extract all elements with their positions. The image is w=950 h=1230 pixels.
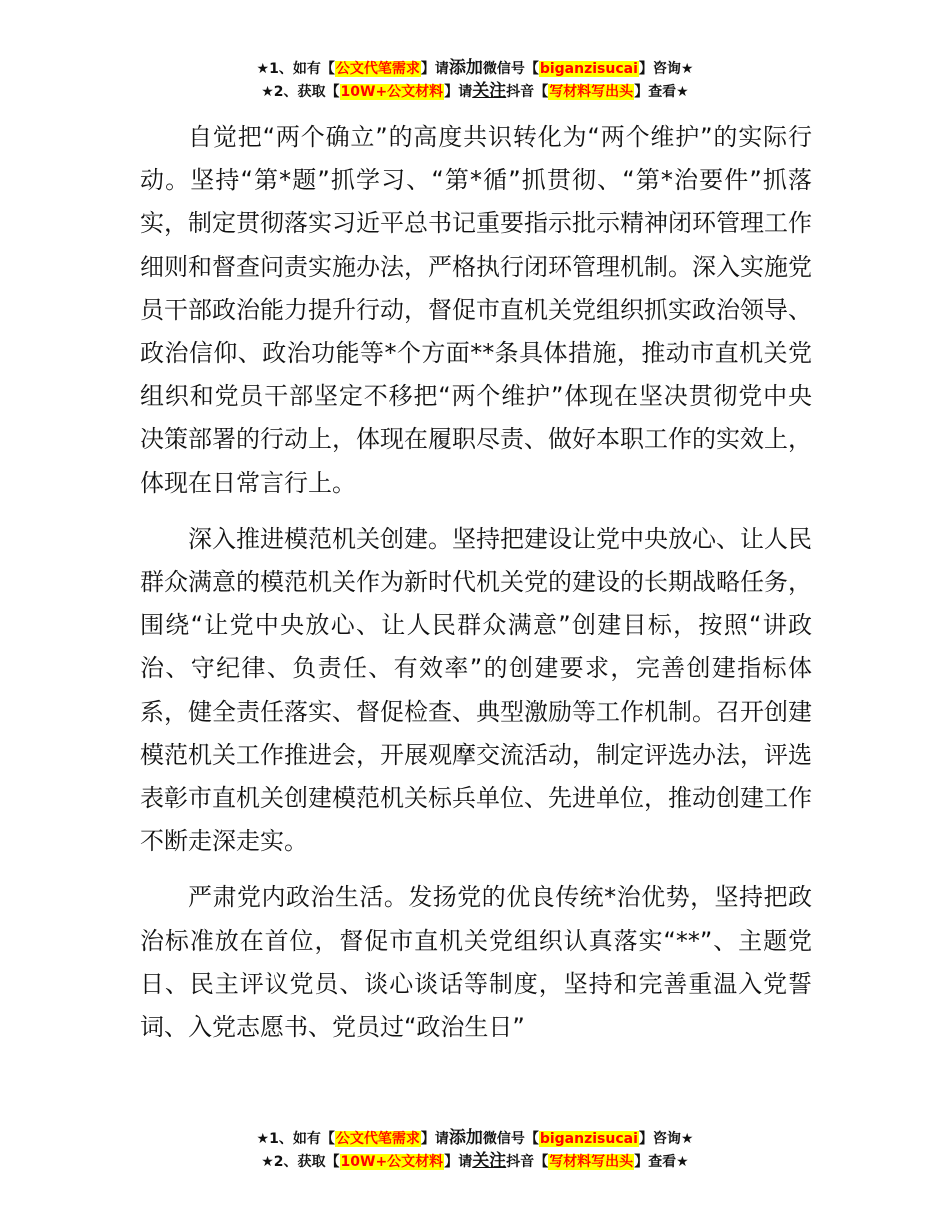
bracket-open: 【 — [325, 1154, 340, 1170]
bottom-banner — [0, 1127, 950, 1173]
banner-line-2-text-b: 抖音 — [506, 84, 535, 100]
banner-line-2-suffix: 查看★ — [648, 84, 689, 100]
highlight-materials: 10W+公文材料 — [340, 1154, 444, 1170]
banner-line-2-suffix: 查看★ — [648, 1154, 689, 1170]
top-banner — [0, 57, 950, 103]
bracket-close: 】 — [444, 1154, 459, 1170]
banner-line-1-prefix: ★1、如有 — [256, 1131, 321, 1147]
bracket-close: 】 — [444, 84, 459, 100]
bracket-close: 】 — [638, 1131, 653, 1147]
document-body — [140, 116, 812, 1062]
bracket-close: 】 — [634, 1154, 649, 1170]
bracket-open: 【 — [524, 1131, 539, 1147]
paragraph-two-maintenances: 自觉把“两个确立”的高度共识转化为“两个维护”的实际行动。坚持“第*题”抓学习、“第*循”抓贯彻、“第*治要件”抓落实，制定贯彻落实习近平总书记重要指示批示精神闭环管理工作细则和督查问责实施办法，严格执行闭环管理机制。深入实施党员干部政治能力提升行动，督促市直机关党组织抓实政治领导、政治信仰、政治功能等*个方面**条具体措施，推动市直机关党组织和党员干部坚定不移把“两个维护”体现在坚决贯彻党中央决策部署的行动上，体现在履职尽责、做好本职工作的实效上，体现在日常言行上。 — [140, 123, 812, 497]
banner-line-1-suffix: 咨询★ — [652, 1131, 694, 1147]
bracket-open: 【 — [534, 84, 549, 100]
banner-line-1-text-b: 微信号 — [482, 1131, 525, 1147]
paragraph-political-life: 严肃党内政治生活。发扬党的优良传统*治优势，坚持把政治标准放在首位，督促市直机关党组织认真落实“**”、主题党日、民主评议党员、谈心谈话等制度，坚持和完善重温入党誓词、入党志愿书、党员过“政治生日” — [140, 883, 812, 1042]
bracket-close: 】 — [420, 1131, 435, 1147]
banner-line-1-suffix: 咨询★ — [652, 61, 694, 77]
highlight-ghostwriting-service: 公文代笔需求 — [335, 1131, 420, 1147]
banner-line-1-text-b: 微信号 — [482, 61, 525, 77]
highlight-materials: 10W+公文材料 — [340, 84, 444, 100]
banner-line-2-text-a: 请 — [458, 84, 473, 100]
banner-line-1-add-text: 添加 — [448, 1128, 483, 1148]
banner-line-2-text-a: 请 — [458, 1154, 473, 1170]
banner-line-1-text-a: 请 — [434, 61, 449, 77]
banner-line-1 — [0, 57, 950, 80]
bracket-open: 【 — [320, 1131, 335, 1147]
highlight-wechat-id: biganzisucai — [539, 1131, 638, 1147]
banner-line-2 — [0, 1150, 950, 1173]
banner-line-1-text-a: 请 — [434, 1131, 449, 1147]
highlight-ghostwriting-service: 公文代笔需求 — [335, 61, 420, 77]
banner-line-2-follow-text: 关注 — [472, 81, 507, 101]
paragraph-model-organs: 深入推进模范机关创建。坚持把建设让党中央放心、让人民群众满意的模范机关作为新时代机关党的建设的长期战略任务，围绕“让党中央放心、让人民群众满意”创建目标，按照“讲政治、守纪律、负责任、有效率”的创建要求，完善创建指标体系，健全责任落实、督促检查、典型激励等工作机制。召开创建模范机关工作推进会，开展观摩交流活动，制定评选办法，评选表彰市直机关创建模范机关标兵单位、先进单位，推动创建工作不断走深走实。 — [140, 524, 812, 856]
banner-line-2-prefix: ★2、获取 — [261, 1154, 326, 1170]
bracket-open: 【 — [325, 84, 340, 100]
bracket-close: 】 — [634, 84, 649, 100]
banner-line-2-follow-text: 关注 — [472, 1151, 507, 1171]
banner-line-1-prefix: ★1、如有 — [256, 61, 321, 77]
bracket-open: 【 — [320, 61, 335, 77]
bracket-open: 【 — [524, 61, 539, 77]
highlight-douyin-account: 写材料写出头 — [549, 1154, 634, 1170]
bracket-close: 】 — [638, 61, 653, 77]
highlight-wechat-id: biganzisucai — [539, 61, 638, 77]
bracket-open: 【 — [534, 1154, 549, 1170]
highlight-douyin-account: 写材料写出头 — [549, 84, 634, 100]
bracket-close: 】 — [420, 61, 435, 77]
banner-line-1-add-text: 添加 — [448, 58, 483, 78]
banner-line-2-prefix: ★2、获取 — [261, 84, 326, 100]
banner-line-2-text-b: 抖音 — [506, 1154, 535, 1170]
banner-line-2 — [0, 80, 950, 103]
banner-line-1 — [0, 1127, 950, 1150]
